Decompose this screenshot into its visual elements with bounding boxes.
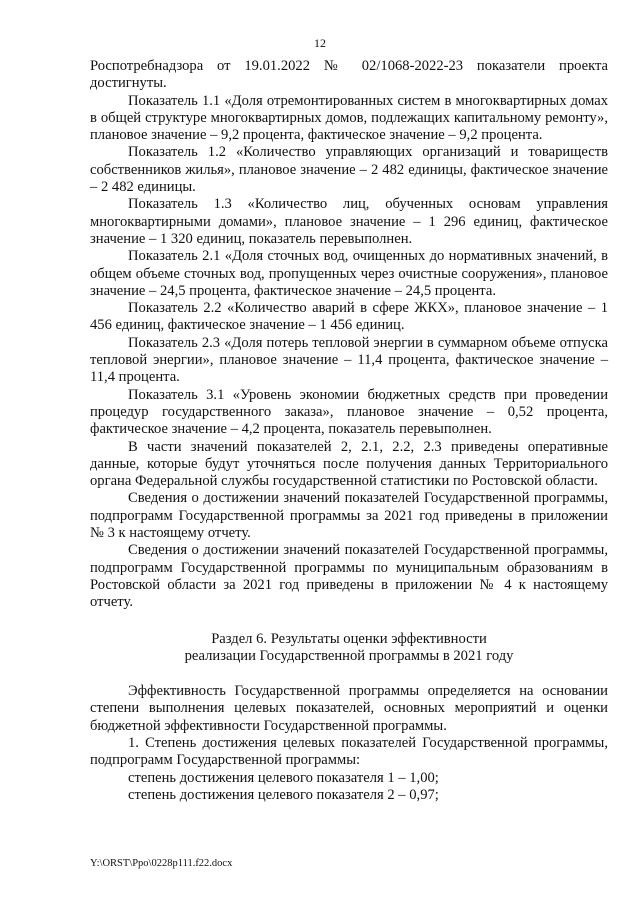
section-heading bbox=[90, 631, 608, 666]
list-item: степень достижения целевого показателя 1 – 1,00; bbox=[128, 769, 439, 786]
paragraph: Показатель 2.3 «Доля потерь тепловой энергии в суммарном объеме отпуска тепловой энергии», плановое значение – 11,4 процента, фактическое значение – 11,4 процента. bbox=[90, 334, 608, 386]
paragraph: Показатель 2.1 «Доля сточных вод, очищенных до нормативных значений, в общем объеме сточных вод, пропущенных через очистные сооружения», плановое значение – 24,5 процента, фактическое значение – 24,5 процента. bbox=[90, 248, 608, 299]
paragraph: Показатель 1.1 «Доля отремонтированных систем в многоквартирных домах в общей структуре многоквартирных домов, подлежащих капитальному ремонту», плановое значение – 9,2 процента, фактическое значение – 9,2 процента. bbox=[90, 92, 608, 144]
paragraph: Показатель 1.2 «Количество управляющих организаций и товариществ собственников жилья», плановое значение – 2 482 единицы, фактическое значение – 2 482 единицы. bbox=[90, 144, 608, 196]
paragraph: Сведения о достижении значений показателей Государственной программы, подпрограмм Государственной программы по муниципальным образованиям в Ростовской области за 2021 год приведены в приложении № 4 к настоящему отчету. bbox=[90, 542, 608, 611]
paragraph: Сведения о достижении значений показателей Государственной программы, подпрограмм Государственной программы за 2021 год приведены в приложении № 3 к настоящему отчету. bbox=[90, 490, 608, 542]
section-heading-line1: Раздел 6. Результаты оценки эффективности bbox=[211, 630, 487, 647]
paragraph: Показатель 2.2 «Количество аварий в сфере ЖКХ», плановое значение – 1 456 единиц, фактическое значение – 1 456 единиц. bbox=[90, 300, 608, 334]
paragraph: Показатель 3.1 «Уровень экономии бюджетных средств при проведении процедур государственного заказа», плановое значение – 0,52 процента, фактическое значение – 4,2 процента, показатель перевыполнен. bbox=[90, 386, 608, 438]
spacer bbox=[90, 665, 608, 683]
section-heading-line2: реализации Государственной программы в 2021 году bbox=[184, 647, 514, 664]
page-number: 12 bbox=[314, 36, 326, 50]
paragraph: Роспотребнадзора от 19.01.2022 № 02/1068-2022-23 показатели проекта достигнуты. bbox=[90, 58, 608, 92]
footer-file-path: Y:\ORST\Ppo\0228p111.f22.docx bbox=[90, 858, 233, 869]
paragraph: 1. Степень достижения целевых показателей Государственной программы, подпрограмм Государственной программы: bbox=[90, 734, 608, 769]
paragraph: В части значений показателей 2, 2.1, 2.2, 2.3 приведены оперативные данные, которые будут уточняться после получения данных Территориального органа Федеральной службы государственной статистики по Ростовской области. bbox=[90, 438, 608, 490]
document-body bbox=[90, 58, 608, 804]
paragraph: Показатель 1.3 «Количество лиц, обученных основам управления многоквартирными домами», плановое значение – 1 296 единиц, фактическое значение – 1 320 единиц, показатель перевыполнен. bbox=[90, 196, 608, 247]
list-item: степень достижения целевого показателя 2 – 0,97; bbox=[128, 786, 439, 803]
paragraph: Эффективность Государственной программы определяется на основании степени выполнения целевых показателей, основных мероприятий и оценки бюджетной эффективности Государственной программы. bbox=[90, 683, 608, 734]
